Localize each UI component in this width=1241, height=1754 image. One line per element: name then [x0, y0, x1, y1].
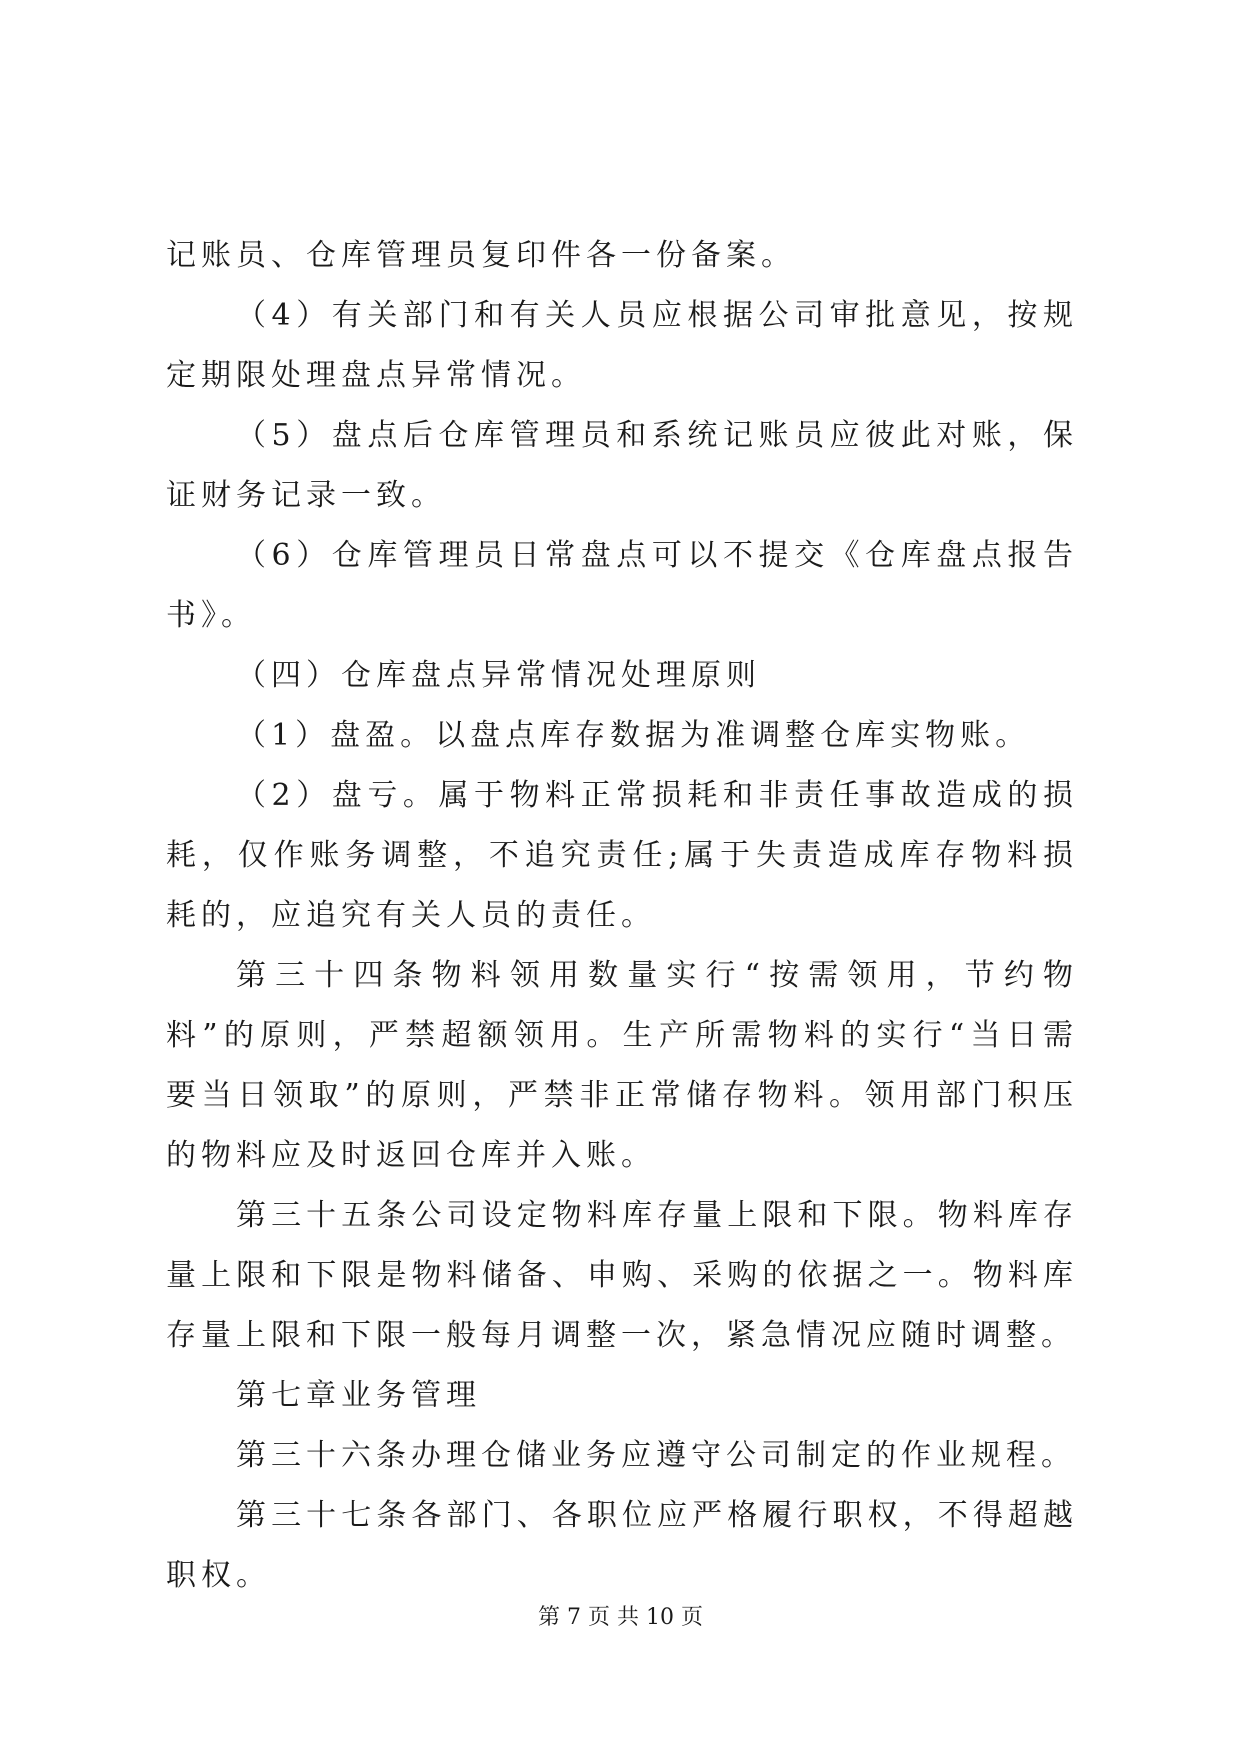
article-34: 第三十四条物料领用数量实行“按需领用，节约物料”的原则，严禁超额领用。生产所需物料的实行“当日需要当日领取”的原则，严禁非正常储存物料。领用部门积压的物料应及时返回仓库并入账。 — [166, 958, 1078, 1173]
paragraph: （1）盘盈。以盘点库存数据为准调整仓库实物账。 — [236, 718, 1031, 753]
chapter-heading: 第七章业务管理 — [236, 1378, 481, 1413]
article-37: 第三十七条各部门、各职位应严格履行职权，不得超越职权。 — [166, 1498, 1078, 1593]
article-35: 第三十五条公司设定物料库存量上限和下限。物料库存量上限和下限是物料储备、申购、采购的依据之一。物料库存量上限和下限一般每月调整一次，紧急情况应随时调整。 — [166, 1198, 1078, 1353]
document-body — [166, 226, 1078, 1606]
paragraph: （4）有关部门和有关人员应根据公司审批意见，按规定期限处理盘点异常情况。 — [166, 298, 1078, 393]
article-36: 第三十六条办理仓储业务应遵守公司制定的作业规程。 — [236, 1438, 1076, 1473]
paragraph: （5）盘点后仓库管理员和系统记账员应彼此对账，保证财务记录一致。 — [166, 418, 1078, 513]
page-number-footer: 第 7 页 共 10 页 — [538, 1605, 703, 1630]
paragraph: （6）仓库管理员日常盘点可以不提交《仓库盘点报告书》。 — [166, 538, 1078, 633]
paragraph: 记账员、仓库管理员复印件各一份备案。 — [166, 238, 796, 273]
section-heading: （四）仓库盘点异常情况处理原则 — [236, 658, 761, 693]
paragraph: （2）盘亏。属于物料正常损耗和非责任事故造成的损耗，仅作账务调整，不追究责任;属于失责造成库存物料损耗的，应追究有关人员的责任。 — [166, 778, 1078, 933]
